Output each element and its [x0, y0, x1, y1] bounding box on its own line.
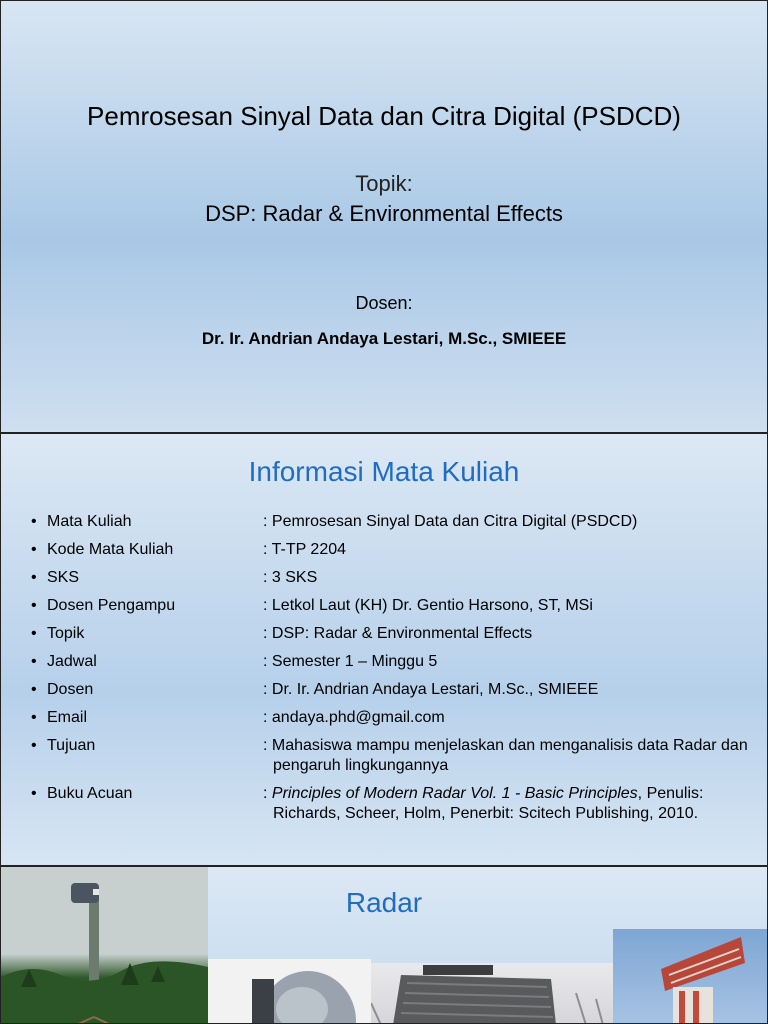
info-row-mata-kuliah: [31, 512, 751, 532]
course-info-slide: [0, 433, 768, 866]
info-value: : Pemrosesan Sinyal Data dan Citra Digital (PSDCD): [263, 513, 638, 530]
bullet-icon: •: [31, 785, 37, 802]
info-value-prefix: :: [263, 785, 272, 802]
bullet-icon: •: [31, 541, 37, 558]
info-row-kode: [31, 540, 751, 560]
course-info-list: [31, 512, 751, 832]
info-label: Dosen Pengampu: [47, 597, 176, 614]
info-value: : Semester 1 – Minggu 5: [263, 653, 438, 670]
info-value: [263, 784, 751, 824]
lecturer-label: Dosen:: [355, 293, 413, 313]
info-value: : DSP: Radar & Environmental Effects: [263, 625, 533, 642]
radar-array-photo: [371, 963, 613, 1024]
radar-slide: [0, 866, 768, 1024]
bullet-icon: •: [31, 709, 37, 726]
radar-array-illustration: [371, 963, 613, 1024]
info-label: Mata Kuliah: [47, 513, 132, 530]
info-label: Email: [47, 709, 88, 726]
radar-tower-photo: [613, 929, 768, 1024]
info-value: : Letkol Laut (KH) Dr. Gentio Harsono, ST, MSi: [263, 597, 593, 614]
bullet-icon: •: [31, 597, 37, 614]
lecturer-name: Dr. Ir. Andrian Andaya Lestari, M.Sc., SMIEEE: [201, 329, 567, 348]
info-row-sks: [31, 568, 751, 588]
bullet-icon: •: [31, 513, 37, 530]
bullet-icon: •: [31, 653, 37, 670]
info-row-dosen-pengampu: [31, 596, 751, 616]
bullet-icon: •: [31, 625, 37, 642]
info-value: : 3 SKS: [263, 569, 318, 586]
bullet-icon: •: [31, 737, 37, 754]
radar-dome-illustration: [208, 959, 371, 1024]
info-label: Dosen: [47, 681, 94, 698]
info-row-topik: [31, 624, 751, 644]
topic-label: Topik:: [355, 171, 413, 196]
bullet-icon: •: [31, 569, 37, 586]
info-label: Kode Mata Kuliah: [47, 541, 174, 558]
info-value: : Dr. Ir. Andrian Andaya Lestari, M.Sc., SMIEEE: [263, 681, 599, 698]
info-label: Buku Acuan: [47, 785, 133, 802]
title-slide: [0, 0, 768, 433]
topic-title: DSP: Radar & Environmental Effects: [205, 201, 563, 226]
info-value: : T-TP 2204: [263, 541, 347, 558]
info-label: Tujuan: [47, 737, 96, 754]
radar-heading: Radar: [345, 887, 423, 918]
info-row-email: [31, 708, 751, 728]
book-title: Principles of Modern Radar Vol. 1 - Basic Principles: [271, 785, 638, 802]
info-value: : andaya.phd@gmail.com: [263, 709, 445, 726]
course-title: Pemrosesan Sinyal Data dan Citra Digital (PSDCD): [87, 101, 681, 131]
info-row-tujuan: [31, 736, 751, 776]
info-label: Jadwal: [47, 653, 97, 670]
radar-tower-illustration: [613, 929, 768, 1024]
info-row-dosen: [31, 680, 751, 700]
bullet-icon: •: [31, 681, 37, 698]
info-row-buku-acuan: [31, 784, 751, 824]
info-label: Topik: [47, 625, 85, 642]
info-row-jadwal: [31, 652, 751, 672]
info-label: SKS: [47, 569, 80, 586]
course-info-heading: Informasi Mata Kuliah: [248, 456, 520, 487]
info-value: : Mahasiswa mampu menjelaskan dan menganalisis data Radar dan pengaruh lingkungannya: [263, 737, 748, 774]
book-details: , Penulis: Richards, Scheer, Holm, Penerbit: Scitech Publishing, 2010.: [273, 785, 704, 822]
radar-dome-photo: [208, 959, 371, 1024]
